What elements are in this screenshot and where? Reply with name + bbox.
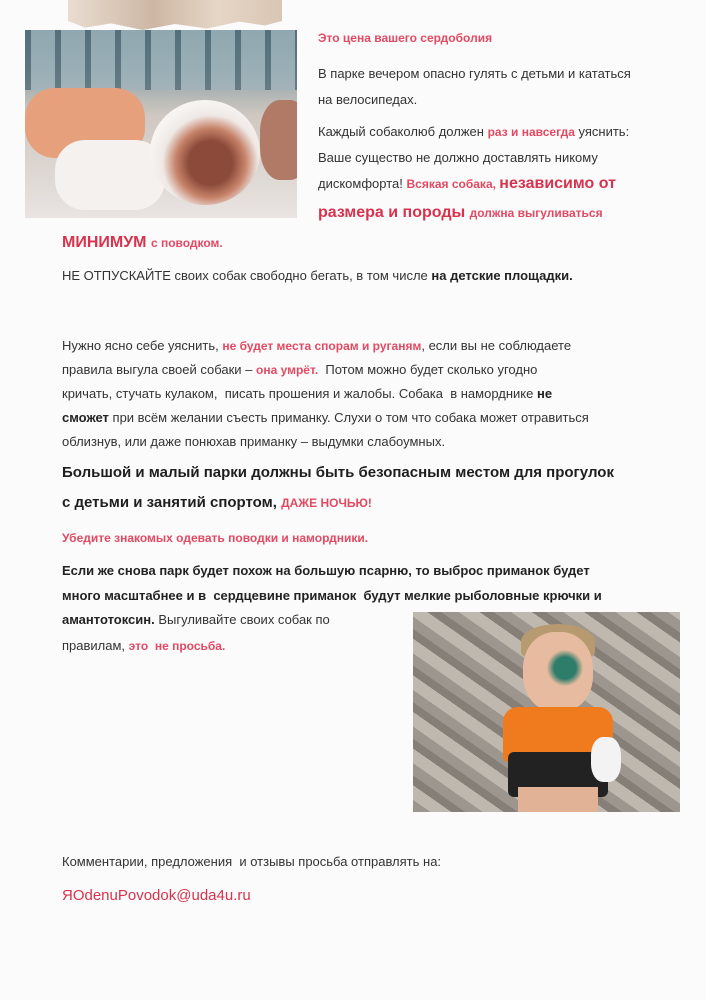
text-segment: Ваше существо не должно доставлять никому bbox=[318, 150, 598, 165]
text-segment: дискомфорта! bbox=[318, 176, 407, 191]
text-segment: Потом можно будет сколько угодно bbox=[318, 362, 538, 377]
text-segment: правила выгула своей собаки – bbox=[62, 362, 256, 377]
text-segment: на велосипедах. bbox=[318, 92, 418, 107]
p2-line bbox=[318, 150, 598, 166]
p4-line bbox=[62, 434, 445, 450]
photo-figure-right bbox=[260, 100, 297, 180]
text-segment: независимо от bbox=[499, 175, 616, 192]
p3-line bbox=[62, 268, 573, 284]
text-segment: Выгуливайте своих собак по bbox=[154, 612, 330, 627]
text-segment: кричать, стучать кулаком, писать прошения и жалобы. Собака в наморднике bbox=[62, 386, 537, 401]
text-segment: Комментарии, предложения и отзывы просьба отправлять на: bbox=[62, 854, 442, 869]
text-segment: не будет места спорам и руганям bbox=[222, 339, 422, 353]
text-segment: при всём желании съесть приманку. Слухи о том что собака может отравиться bbox=[108, 410, 589, 425]
photo-legs bbox=[518, 787, 598, 812]
text-segment: она умрёт. bbox=[255, 363, 319, 377]
text-segment: это не просьба. bbox=[128, 639, 226, 653]
photo-bandaged-head bbox=[150, 100, 260, 205]
p5-line bbox=[62, 465, 614, 481]
text-segment: Нужно ясно себе уяснить, bbox=[62, 338, 223, 353]
text-segment: НЕ ОТПУСКАЙТЕ своих собак свободно бегать, в том числе bbox=[62, 268, 432, 283]
crib-bars bbox=[25, 30, 297, 90]
heading-price-line bbox=[318, 30, 492, 46]
text-segment: много масштабнее и в сердцевине приманок будут мелкие рыболовные крючки и bbox=[62, 588, 602, 603]
text-segment: амантотоксин. bbox=[62, 612, 155, 627]
p4-line bbox=[62, 338, 571, 354]
text-segment: уяснить: bbox=[574, 124, 630, 139]
text-segment: В парке вечером опасно гулять с детьми и кататься bbox=[318, 66, 631, 81]
text-segment: должна выгуливаться bbox=[469, 206, 603, 220]
text-segment: Большой и малый парки должны быть безопасным местом для прогулок bbox=[62, 464, 614, 481]
p6-line bbox=[62, 530, 368, 546]
text-segment: сможет bbox=[62, 410, 109, 425]
text-segment: правилам, bbox=[62, 638, 129, 653]
text-segment: с поводком. bbox=[150, 236, 223, 250]
text-segment: не bbox=[536, 386, 553, 401]
p4-line bbox=[62, 386, 552, 402]
text-segment: размера и породы bbox=[318, 204, 470, 221]
text-segment: Если же снова парк будет похож на большую псарню, то выброс приманок будет bbox=[62, 563, 590, 578]
text-segment: ДАЖЕ НОЧЬЮ! bbox=[281, 496, 372, 510]
text-segment: с детьми и занятий спортом, bbox=[62, 494, 282, 511]
p7-line bbox=[62, 588, 602, 604]
p7-line bbox=[62, 638, 225, 654]
contact-email-line bbox=[62, 888, 251, 904]
text-segment: Всякая собака, bbox=[406, 177, 500, 191]
p1-line bbox=[318, 92, 417, 108]
email-link[interactable]: ЯOdenuPovodok@uda4u.ru bbox=[62, 887, 251, 904]
p4-line bbox=[62, 362, 537, 378]
p2-line bbox=[318, 124, 629, 140]
text-segment: на детские площадки. bbox=[431, 268, 573, 283]
text-segment: Убедите знакомых одевать поводки и намордники. bbox=[62, 531, 369, 545]
p2-line bbox=[318, 176, 616, 192]
text-segment: облизнув, или даже понюхав приманку – выдумки слабоумных. bbox=[62, 434, 446, 449]
p7-line bbox=[62, 612, 330, 628]
photo-toy bbox=[591, 737, 621, 782]
p5-line bbox=[62, 495, 372, 511]
text-segment: Каждый собаколюб должен bbox=[318, 124, 488, 139]
contact-label-line bbox=[62, 854, 441, 870]
text-segment: , если вы не соблюдаете bbox=[421, 338, 572, 353]
p4-line bbox=[62, 410, 589, 426]
torn-paper-scrap bbox=[68, 0, 282, 30]
p2-line bbox=[318, 205, 603, 221]
text-segment: раз и навсегда bbox=[487, 125, 575, 139]
text-segment: МИНИМУМ bbox=[62, 234, 151, 251]
p2-line bbox=[62, 235, 223, 251]
photo-face bbox=[523, 632, 593, 712]
photo-bandage bbox=[55, 140, 165, 210]
p1-line bbox=[318, 66, 631, 82]
text-segment: Это цена вашего сердоболия bbox=[318, 31, 493, 45]
photo-injured-child-sofa bbox=[413, 612, 680, 812]
p7-line bbox=[62, 563, 590, 579]
photo-injured-child-hospital bbox=[25, 30, 297, 218]
